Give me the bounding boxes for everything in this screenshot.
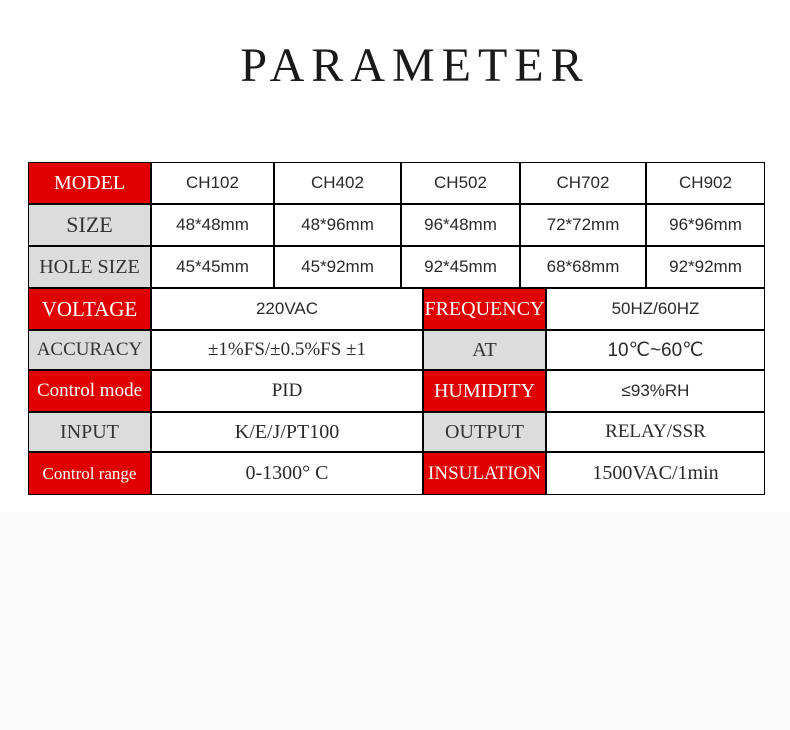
hole-size-value: 45*45mm — [152, 247, 273, 287]
insulation-value: 1500VAC/1min — [547, 453, 764, 494]
bottom-background — [0, 512, 790, 730]
output-label: OUTPUT — [424, 413, 545, 451]
hole-size-value: 45*92mm — [275, 247, 400, 287]
size-label: SIZE — [29, 205, 150, 245]
model-value: CH502 — [402, 163, 519, 203]
at-value: 10℃~60℃ — [547, 331, 764, 369]
size-value: 48*48mm — [152, 205, 273, 245]
input-value: K/E/J/PT100 — [152, 413, 422, 451]
control-mode-label: Control mode — [29, 371, 150, 411]
page-title: PARAMETER — [240, 39, 590, 92]
accuracy-label: ACCURACY — [29, 331, 150, 369]
model-value: CH702 — [521, 163, 645, 203]
hole-size-label: HOLE SIZE — [29, 247, 150, 287]
humidity-label: HUMIDITY — [424, 371, 545, 411]
voltage-label: VOLTAGE — [29, 289, 150, 329]
frequency-value: 50HZ/60HZ — [547, 289, 764, 329]
input-label: INPUT — [29, 413, 150, 451]
output-value: RELAY/SSR — [547, 413, 764, 451]
voltage-value: 220VAC — [152, 289, 422, 329]
accuracy-value: ±1%FS/±0.5%FS ±1 — [152, 331, 422, 369]
model-label: MODEL — [29, 163, 150, 203]
model-value: CH102 — [152, 163, 273, 203]
size-value: 72*72mm — [521, 205, 645, 245]
model-value: CH902 — [647, 163, 764, 203]
humidity-value: ≤93%RH — [547, 371, 764, 411]
insulation-label: INSULATION — [424, 453, 545, 494]
hole-size-value: 68*68mm — [521, 247, 645, 287]
hole-size-value: 92*45mm — [402, 247, 519, 287]
model-value: CH402 — [275, 163, 400, 203]
at-label: AT — [424, 331, 545, 369]
size-value: 96*48mm — [402, 205, 519, 245]
frequency-label: FREQUENCY — [424, 289, 545, 329]
control-range-value: 0-1300° C — [152, 453, 422, 494]
control-mode-value: PID — [152, 371, 422, 411]
spec-table — [28, 162, 765, 495]
size-value: 96*96mm — [647, 205, 764, 245]
hole-size-value: 92*92mm — [647, 247, 764, 287]
size-value: 48*96mm — [275, 205, 400, 245]
control-range-label: Control range — [29, 453, 150, 494]
